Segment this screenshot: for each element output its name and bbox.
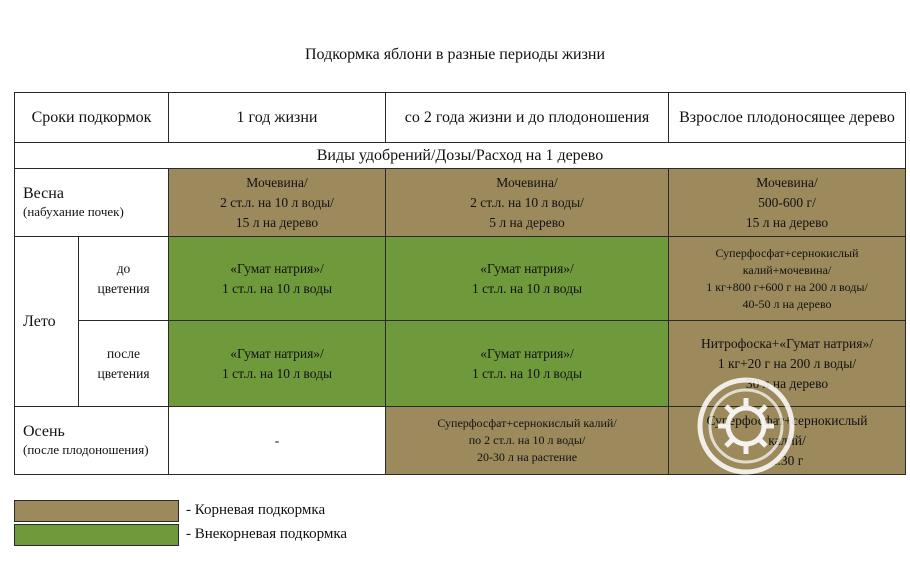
autumn-year2-cell bbox=[386, 407, 669, 475]
autumn-name: Осень bbox=[23, 422, 65, 440]
summer-label: Лето bbox=[15, 237, 79, 407]
spring-label bbox=[15, 169, 169, 237]
header-adult: Взрослое плодоносящее дерево bbox=[669, 93, 906, 143]
cell-line: 1 кг+800 г+600 г на 200 л воды/ bbox=[706, 279, 868, 294]
summer-after-year2-cell bbox=[386, 321, 669, 407]
cell-line: калий/ bbox=[768, 432, 806, 448]
cell-line: 1 кг+20 г на 200 л воды/ bbox=[717, 355, 857, 371]
cell-line: 20-30 л на растение bbox=[476, 450, 578, 464]
subheader-row bbox=[15, 143, 906, 169]
cell-line: калий+мочевина/ bbox=[742, 262, 832, 277]
header-row bbox=[15, 93, 906, 143]
gear-stamp-icon bbox=[696, 376, 796, 476]
cell-line: Нитрофоска+«Гумат натрия»/ bbox=[701, 335, 873, 351]
spring-name: Весна bbox=[23, 184, 64, 202]
cell-line: 1 ст.л. на 10 л воды bbox=[221, 365, 333, 381]
summer-before-row bbox=[15, 237, 906, 321]
summer-before-year2-cell bbox=[386, 237, 669, 321]
cell-line: Мочевина/ bbox=[756, 174, 818, 190]
after-bloom-label bbox=[79, 321, 169, 407]
cell-line: 1 ст.л. на 10 л воды bbox=[221, 280, 333, 296]
spring-year2-cell bbox=[386, 169, 669, 237]
legend-foliar-swatch bbox=[14, 524, 179, 546]
cell-line: «Гумат натрия»/ bbox=[480, 345, 574, 361]
header-terms: Сроки подкормок bbox=[15, 93, 169, 143]
label-line: цветения bbox=[97, 365, 150, 381]
cell-line: 40-50 л на дерево bbox=[742, 296, 832, 311]
autumn-year1-cell: - bbox=[169, 407, 386, 475]
summer-before-adult-cell bbox=[669, 237, 906, 321]
label-line: после bbox=[106, 345, 141, 361]
summer-before-year1-cell bbox=[169, 237, 386, 321]
cell-line: 2 ст.л. на 10 л воды/ bbox=[220, 194, 334, 210]
cell-line: Мочевина/ bbox=[246, 174, 308, 190]
cell-line: Суперфосфат+сернокислый bbox=[706, 412, 868, 428]
cell-line: Мочевина/ bbox=[496, 174, 558, 190]
cell-line: «Гумат натрия»/ bbox=[230, 260, 324, 276]
header-year1: 1 год жизни bbox=[169, 93, 386, 143]
cell-line: по 2 ст.л. на 10 л воды/ bbox=[468, 433, 586, 447]
cell-line: Суперфосфат+сернокислый bbox=[715, 245, 859, 260]
header-year2: со 2 года жизни и до плодоношения bbox=[386, 93, 669, 143]
before-bloom-label bbox=[79, 237, 169, 321]
cell-line: 1 ст.л. на 10 л воды bbox=[471, 280, 583, 296]
legend-foliar-label: - Внекорневая подкормка bbox=[186, 526, 348, 542]
legend-root-label: - Корневая подкормка bbox=[186, 502, 326, 518]
label-line: до bbox=[116, 260, 131, 276]
autumn-label bbox=[15, 407, 169, 475]
cell-line: 500-600 г/ bbox=[758, 194, 816, 210]
spring-row bbox=[15, 169, 906, 237]
spring-note: (набухание почек) bbox=[23, 203, 124, 219]
cell-line: «Гумат натрия»/ bbox=[480, 260, 574, 276]
cell-line: 2 ст.л. на 10 л воды/ bbox=[470, 194, 584, 210]
cell-line: «Гумат натрия»/ bbox=[230, 345, 324, 361]
cell-line: 30 л на дерево bbox=[745, 375, 829, 391]
cell-line: ...30 г bbox=[770, 452, 804, 468]
legend-root-swatch bbox=[14, 500, 179, 522]
cell-line: 15 л на дерево bbox=[235, 214, 319, 230]
page-title: Подкормка яблони в разные периоды жизни bbox=[304, 46, 606, 63]
autumn-note: (после плодоношения) bbox=[23, 441, 149, 457]
cell-line: 5 л на дерево bbox=[489, 214, 565, 230]
cell-line: 1 ст.л. на 10 л воды bbox=[471, 365, 583, 381]
fertilizer-subheader: Виды удобрений/Дозы/Расход на 1 дерево bbox=[15, 143, 906, 169]
spring-year1-cell bbox=[169, 169, 386, 237]
cell-line: 15 л на дерево bbox=[745, 214, 829, 230]
cell-line: Суперфосфат+сернокислый калий/ bbox=[437, 416, 617, 430]
summer-after-year1-cell bbox=[169, 321, 386, 407]
spring-adult-cell bbox=[669, 169, 906, 237]
label-line: цветения bbox=[97, 280, 150, 296]
